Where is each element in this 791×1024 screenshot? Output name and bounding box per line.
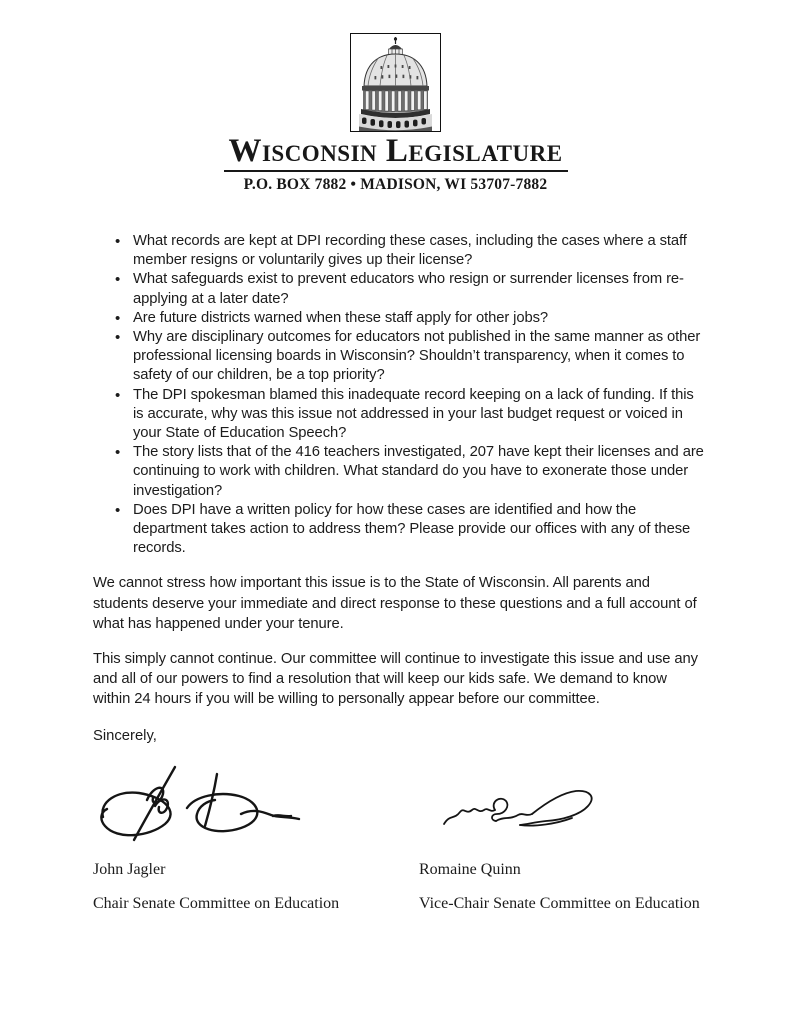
signatory-name-left: John Jagler — [93, 860, 166, 878]
signatory-titles — [93, 894, 705, 914]
john-jagler-signature — [87, 754, 302, 854]
signature-row — [93, 754, 705, 856]
romaine-quinn-signature — [438, 788, 603, 833]
list-item: • The DPI spokesman blamed this inadequate record keeping on a lack of funding. If this is accurate, why was this issue not addressed in your last budget request or voiced in your State of Education Speech? — [133, 386, 705, 444]
signatory-title-right: Vice-Chair Senate Committee on Education — [419, 894, 700, 912]
capitol-dome-icon — [351, 34, 440, 131]
list-item: • Why are disciplinary outcomes for educators not published in the same manner as other professional licensing boards in Wisconsin? Shouldn’t transparency, when it comes to safety of our children, be a top priority? — [133, 328, 705, 386]
signatory-title-left: Chair Senate Committee on Education — [93, 894, 340, 912]
paragraph: We cannot stress how important this issue is to the State of Wisconsin. All parents and students deserve your immediate and direct response to these questions and a full account of what has happened under your tenure. — [93, 575, 697, 632]
list-item: • The story lists that of the 416 teachers investigated, 207 have kept their licenses and are continuing to work with children. What standard do you have to exonerate those under investigation? — [133, 443, 705, 501]
capitol-dome-logo — [350, 33, 441, 132]
paragraph: This simply cannot continue. Our committee will continue to investigate this issue and use any and all of our powers to find a resolution that will keep our kids safe. We demand to know within 24 hours if you will be willing to personally appear before our committee. — [93, 651, 698, 708]
list-item: • Does DPI have a written policy for how these cases are identified and how the department takes action to address them? Please provide our offices with any of these records. — [133, 501, 705, 559]
org-name: Wisconsin Legislature — [228, 133, 563, 169]
signatory-names — [93, 860, 705, 880]
question-list — [93, 232, 705, 558]
closing-salutation: Sincerely, — [93, 727, 157, 744]
org-address: P.O. BOX 7882 • MADISON, WI 53707-7882 — [243, 176, 548, 193]
title-divider — [224, 170, 568, 172]
signatory-name-right: Romaine Quinn — [419, 860, 521, 878]
letter-body — [0, 232, 791, 914]
list-item: • What records are kept at DPI recording these cases, including the cases where a staff member resigns or voluntarily gives up their license? — [133, 232, 705, 270]
letterhead — [0, 0, 791, 194]
list-item: • Are future districts warned when these staff apply for other jobs? — [133, 309, 705, 328]
list-item: • What safeguards exist to prevent educators who resign or surrender licenses from re-applying at a later date? — [133, 270, 705, 308]
